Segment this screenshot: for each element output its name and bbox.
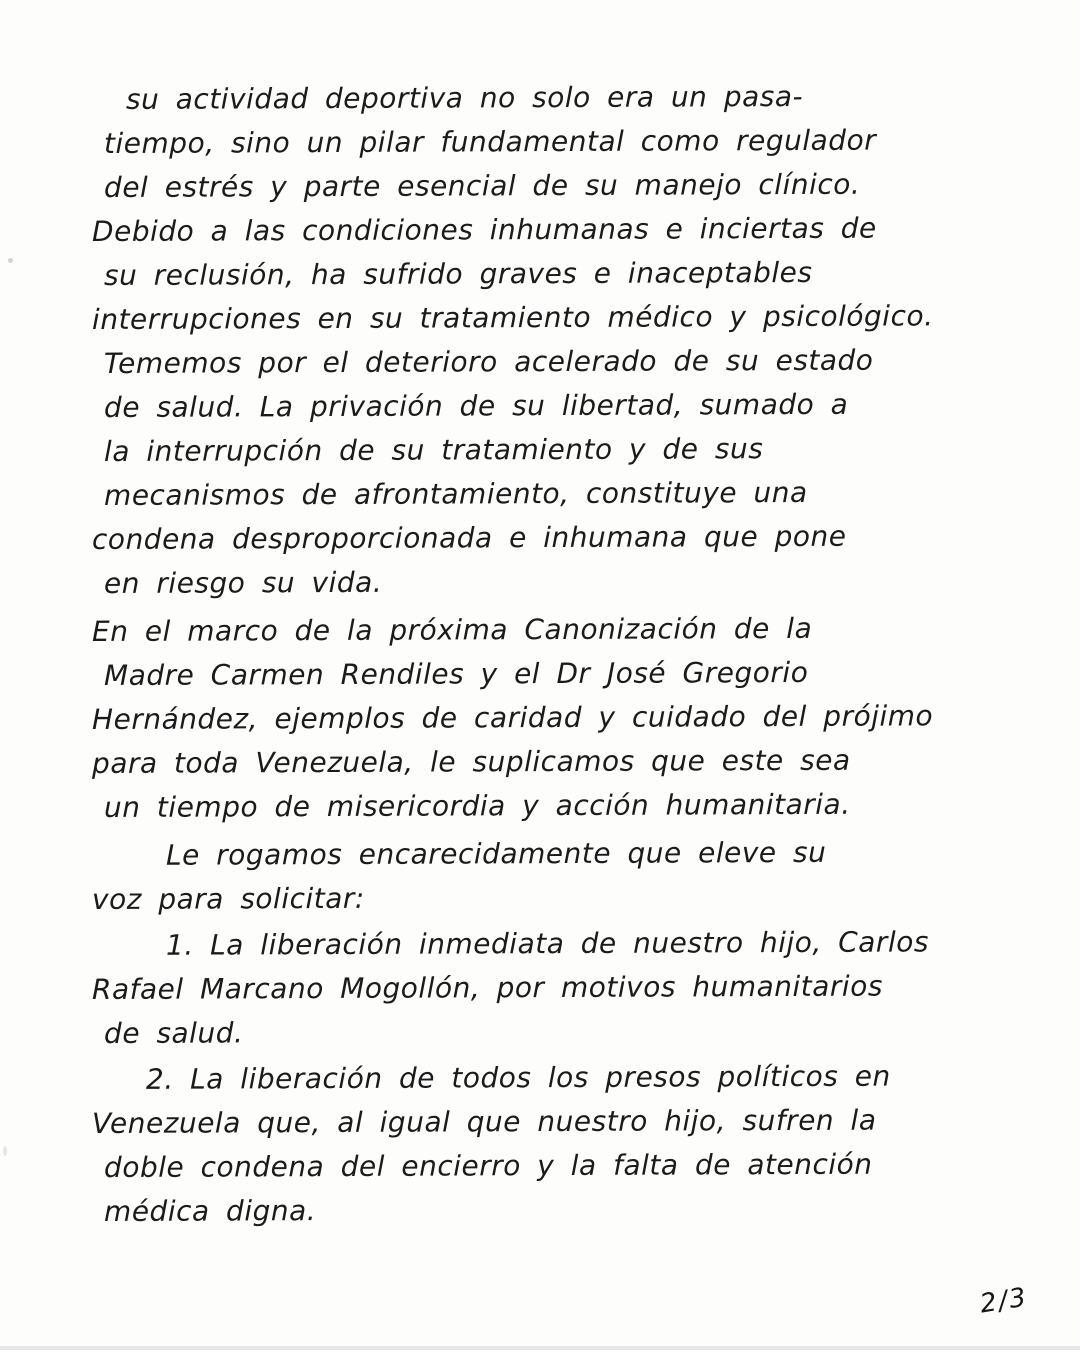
handwritten-line: Le rogamos encarecidamente que eleve su — [165, 835, 827, 872]
handwritten-line: Tememos por el deterioro acelerado de su estado — [103, 343, 874, 380]
handwritten-line: voz para solicitar: — [91, 881, 365, 916]
paragraph-canonizacion — [91, 610, 1040, 830]
page-number: 2/3 — [978, 1282, 1031, 1320]
paragraph-estado-de-salud — [91, 78, 1040, 606]
handwritten-line: mecanismos de afrontamiento, constituye una — [103, 475, 808, 512]
paragraph-ruego — [91, 834, 1040, 922]
handwritten-line: de salud. — [103, 1016, 244, 1050]
paragraph-peticion-2 — [91, 1058, 1040, 1234]
scan-edge-shadow — [0, 1346, 1080, 1350]
handwritten-line: Venezuela que, al igual que nuestro hijo, sufren la — [91, 1103, 877, 1140]
handwritten-line: en riesgo su vida. — [103, 565, 383, 600]
handwritten-line: 2. La liberación de todos los presos políticos en — [145, 1059, 891, 1096]
handwritten-line: Hernández, ejemplos de caridad y cuidado del prójimo — [91, 699, 934, 736]
handwritten-line: un tiempo de misericordia y acción humanitaria. — [103, 787, 851, 824]
scan-speck — [8, 258, 13, 263]
handwritten-line: condena desproporcionada e inhumana que pone — [91, 519, 847, 556]
handwritten-line: del estrés y parte esencial de su manejo clínico. — [103, 167, 861, 204]
handwritten-line: doble condena del encierro y la falta de atención — [103, 1147, 873, 1184]
handwritten-line: Madre Carmen Rendiles y el Dr José Gregorio — [103, 655, 809, 692]
handwritten-line: de salud. La privación de su libertad, sumado a — [103, 387, 849, 424]
handwritten-line: tiempo, sino un pilar fundamental como regulador — [103, 123, 877, 160]
handwritten-line: En el marco de la próxima Canonización de la — [91, 611, 813, 648]
handwritten-line: interrupciones en su tratamiento médico y psicológico. — [91, 299, 934, 336]
letter-body — [91, 78, 1040, 1236]
handwritten-line: médica digna. — [103, 1194, 317, 1228]
handwritten-line: para toda Venezuela, le suplicamos que este sea — [91, 743, 851, 780]
handwritten-line: su actividad deportiva no solo era un pasa- — [125, 79, 804, 116]
scan-speck — [3, 1146, 7, 1156]
paragraph-peticion-1 — [91, 924, 1040, 1056]
handwritten-line: 1. La liberación inmediata de nuestro hijo, Carlos — [165, 925, 929, 962]
handwritten-line: Rafael Marcano Mogollón, por motivos humanitarios — [91, 969, 883, 1006]
handwritten-line: Debido a las condiciones inhumanas e inciertas de — [91, 211, 877, 248]
handwritten-line: su reclusión, ha sufrido graves e inaceptables — [103, 255, 813, 292]
handwritten-line: la interrupción de su tratamiento y de sus — [103, 432, 764, 468]
